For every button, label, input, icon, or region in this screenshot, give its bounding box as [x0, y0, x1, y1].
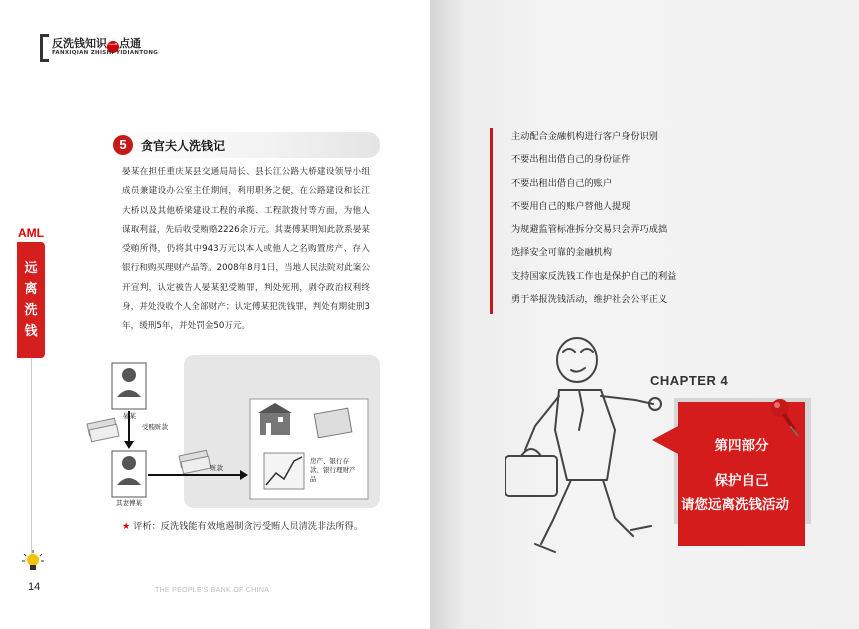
chapter-card-notch — [652, 425, 680, 455]
list-item: 不要出租出借自己的身份证件 — [490, 151, 676, 174]
asset-label: 房产、银行存款、银行理财产品 — [310, 457, 356, 483]
side-divider — [31, 358, 32, 558]
book-subtitle: FANXIQIAN ZHISHI YIDIANTONG — [52, 50, 159, 56]
commentary — [122, 517, 372, 536]
list-item: 不要出租出借自己的账户 — [490, 175, 676, 198]
list-item: 勇于举报洗钱活动，维护社会公平正义 — [490, 291, 676, 314]
section-number-badge: 5 — [113, 135, 133, 155]
chapter-heading-line1: 保护自己 — [714, 473, 769, 489]
list-item: 支持国家反洗钱工作也是保护自己的利益 — [490, 268, 676, 291]
case-paragraph: 晏某在担任重庆某县交通局局长、县长江公路大桥建设领导小组成员兼建设办公室主任期间，利用职务之便，在公路建设和长江大桥以及其他桥梁建设工程的承揽、工程款拨付等方面，为他人谋取利益，先后收受贿赂2226余万元。其妻傅某明知此款系晏某受贿所得，仍将其中943万元以本人或他人之名购置房产、存入银行和购买理财产品等。2008年8月1日，当地人民法院对此案公开宣判，认定被告人晏某犯受贿罪，判处死刑，剥夺政治权利终身，并处没收个人全部财产；认定傅某犯洗钱罪，判处有期徒刑3年，缓刑5年，并处罚金50万元。 — [122, 167, 370, 332]
money-stack-icon — [87, 418, 119, 442]
section-title: 贪官夫人洗钱记 — [141, 139, 226, 153]
book-title-part1: 反洗钱知识 — [52, 37, 107, 50]
arrow1-label: 受贿赃款 — [142, 423, 168, 431]
bank-card-icon — [314, 408, 352, 438]
side-tab-char: 钱 — [24, 324, 38, 339]
book-title-part2: 点通 — [119, 37, 141, 50]
trend-chart-icon — [264, 453, 304, 489]
person1-label: 晏某 — [123, 412, 136, 420]
side-tab-char: 离 — [24, 282, 38, 297]
list-item: 选择安全可靠的金融机构 — [490, 244, 676, 267]
book-title-one-badge: 一 — [108, 41, 118, 51]
diagram-graphics — [84, 355, 380, 508]
list-item: 不要用自己的账户替他人提现 — [490, 198, 676, 221]
list-item: 为规避监管标准拆分交易只会弄巧成拙 — [490, 221, 676, 244]
star-icon: ★ — [122, 521, 131, 532]
money-flow-diagram — [84, 355, 380, 508]
list-item: 主动配合金融机构进行客户身份识别 — [490, 128, 676, 151]
footer-text: THE PEOPLE'S BANK OF CHINA — [155, 587, 270, 594]
page-number: 14 — [28, 581, 41, 593]
arrow2-label: 赃款 — [210, 464, 223, 472]
chapter-label: CHAPTER 4 — [650, 373, 729, 388]
tips-list — [490, 128, 676, 314]
money-stack-icon — [179, 450, 211, 474]
commentary-text: 评析：反洗钱能有效地遏制贪污受贿人员清洗非法所得。 — [133, 521, 363, 532]
person-head — [122, 368, 136, 382]
person2-label: 其妻傅某 — [116, 499, 142, 507]
header-bracket-icon — [40, 34, 49, 62]
side-tab-char: 远 — [24, 261, 38, 276]
aml-label: AML — [18, 226, 44, 240]
chapter-heading-line2: 请您远离洗钱活动 — [681, 497, 789, 513]
side-tab-char: 洗 — [24, 303, 38, 318]
chapter-part-title: 第四部分 — [714, 438, 769, 454]
section-side-tab — [17, 242, 45, 358]
lightbulb-icon — [22, 550, 44, 576]
